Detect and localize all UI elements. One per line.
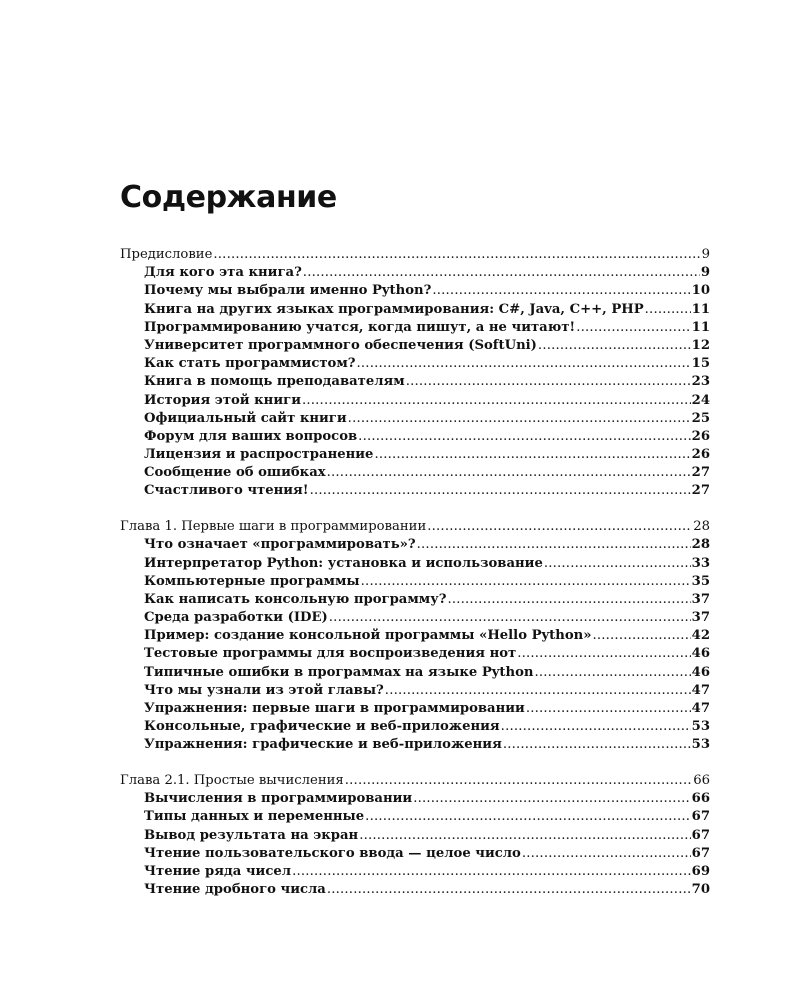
dot-leader xyxy=(310,482,691,500)
page-number: 33 xyxy=(691,555,710,571)
dot-leader xyxy=(592,627,690,645)
dot-leader xyxy=(374,446,690,464)
toc-entry[interactable] xyxy=(120,392,710,410)
dot-leader xyxy=(522,845,691,863)
page-number: 37 xyxy=(691,610,710,626)
dot-leader xyxy=(417,536,691,554)
toc-entry[interactable] xyxy=(120,536,710,554)
dot-leader xyxy=(534,664,690,682)
dot-leader xyxy=(406,373,691,391)
page-number: 25 xyxy=(691,410,710,426)
dot-leader xyxy=(501,718,691,736)
page-number: 23 xyxy=(691,374,710,390)
toc-entry-title: Тестовые программы для воспроизведения нот xyxy=(144,646,517,662)
toc-entry-title: Как написать консольную программу? xyxy=(144,591,447,607)
dot-leader xyxy=(432,282,690,300)
toc-entry-title: Чтение ряда чисел xyxy=(144,864,292,879)
toc-entry-title: Глава 1. Первые шаги в программировании xyxy=(120,519,427,535)
page-number: 15 xyxy=(691,356,710,372)
page-number: 35 xyxy=(691,573,710,589)
page-number: 9 xyxy=(700,265,710,281)
toc-entry[interactable] xyxy=(120,410,710,428)
page-number: 53 xyxy=(691,719,710,735)
dot-leader xyxy=(576,319,690,337)
dot-leader xyxy=(447,591,690,609)
page-number: 28 xyxy=(691,537,710,553)
toc-entry[interactable] xyxy=(120,736,710,754)
toc-chapter-heading[interactable] xyxy=(120,246,710,264)
toc-entry[interactable] xyxy=(120,573,710,591)
toc-entry[interactable] xyxy=(120,319,710,337)
page-number: 67 xyxy=(691,809,710,825)
dot-leader xyxy=(348,410,691,428)
toc-entry[interactable] xyxy=(120,591,710,609)
toc-entry[interactable] xyxy=(120,428,710,446)
toc-entry[interactable] xyxy=(120,881,710,899)
toc-entry[interactable] xyxy=(120,645,710,663)
toc-entry-title: Глава 2.1. Простые вычисления xyxy=(120,773,344,789)
toc-entry-title: Почему мы выбрали именно Python? xyxy=(144,283,432,299)
toc-entry[interactable] xyxy=(120,482,710,500)
toc-entry-title: Университет программного обеспечения (SoftUni) xyxy=(144,337,537,353)
page-number: 9 xyxy=(701,247,710,262)
page-number: 24 xyxy=(691,392,710,408)
dot-leader xyxy=(385,682,691,700)
toc-section xyxy=(120,246,710,501)
page-number: 11 xyxy=(691,319,710,335)
toc-entry[interactable] xyxy=(120,863,710,881)
toc-entry[interactable] xyxy=(120,464,710,482)
page-number: 70 xyxy=(691,882,710,898)
dot-leader xyxy=(303,264,700,282)
dot-leader xyxy=(327,881,691,899)
toc-entry[interactable] xyxy=(120,355,710,373)
page-number: 26 xyxy=(691,428,710,444)
page-number: 10 xyxy=(691,283,710,299)
page-number: 47 xyxy=(691,682,710,698)
page-number: 66 xyxy=(691,791,710,807)
toc-entry[interactable] xyxy=(120,700,710,718)
toc-entry[interactable] xyxy=(120,337,710,355)
page-number: 46 xyxy=(691,664,710,680)
toc-entry-title: Официальный сайт книги xyxy=(144,410,347,426)
page-number: 27 xyxy=(691,483,710,499)
toc-entry[interactable] xyxy=(120,446,710,464)
toc-entry-title: Интерпретатор Python: установка и использование xyxy=(144,555,543,571)
page-number: 67 xyxy=(691,845,710,861)
toc-entry[interactable] xyxy=(120,555,710,573)
toc-entry-title: Лицензия и распространение xyxy=(144,447,374,463)
dot-leader xyxy=(357,355,691,373)
toc-entry[interactable] xyxy=(120,790,710,808)
dot-leader xyxy=(538,337,691,355)
toc-entry-title: Сообщение об ошибках xyxy=(144,465,326,481)
dot-leader xyxy=(645,301,691,319)
dot-leader xyxy=(358,428,690,446)
toc-entry[interactable] xyxy=(120,282,710,300)
toc-entry-title: Как стать программистом? xyxy=(144,356,356,372)
page-number: 53 xyxy=(691,737,710,753)
toc-chapter-heading[interactable] xyxy=(120,518,710,536)
toc-entry-title: Упражнения: первые шаги в программировании xyxy=(144,701,525,716)
dot-leader xyxy=(413,790,690,808)
toc-entry-title: Упражнения: графические и веб-приложения xyxy=(144,737,502,753)
dot-leader xyxy=(327,464,691,482)
toc-entry-title: Что мы узнали из этой главы? xyxy=(144,682,384,698)
dot-leader xyxy=(503,736,691,754)
toc-entry-title: Типы данных и переменные xyxy=(144,809,365,825)
dot-leader xyxy=(361,573,691,591)
toc-entry-title: Вывод результата на экран xyxy=(144,827,359,843)
toc-entry-title: Вычисления в программировании xyxy=(144,791,413,807)
page-number: 26 xyxy=(691,447,710,463)
page-number: 37 xyxy=(691,591,710,607)
page-title: Содержание xyxy=(120,180,337,215)
toc-entry-title: Среда разработки (IDE) xyxy=(144,610,328,626)
dot-leader xyxy=(517,645,690,663)
dot-leader xyxy=(213,246,700,264)
dot-leader xyxy=(302,392,691,410)
page-number: 12 xyxy=(691,337,710,353)
toc-entry[interactable] xyxy=(120,664,710,682)
toc-entry-title: Программированию учатся, когда пишут, а не читают! xyxy=(144,319,576,335)
toc-entry[interactable] xyxy=(120,827,710,845)
toc-entry[interactable] xyxy=(120,373,710,391)
page-number: 67 xyxy=(691,827,710,843)
dot-leader xyxy=(329,609,691,627)
toc-entry[interactable] xyxy=(120,301,710,319)
toc-entry-title: Книга на других языках программирования: C#, Java, C++, PHP xyxy=(144,301,644,317)
toc-entry[interactable] xyxy=(120,808,710,826)
dot-leader xyxy=(544,555,691,573)
toc-entry-title: Пример: создание консольной программы «Hello Python» xyxy=(144,628,592,644)
toc-entry[interactable] xyxy=(120,609,710,627)
toc-entry-title: Для кого эта книга? xyxy=(144,265,302,281)
toc-entry-title: Форум для ваших вопросов xyxy=(144,428,358,444)
page-number: 69 xyxy=(691,864,710,879)
toc-entry[interactable] xyxy=(120,627,710,645)
page-number: 11 xyxy=(691,301,710,317)
page-number: 47 xyxy=(691,701,710,716)
table-of-contents xyxy=(120,246,710,899)
page-number: 66 xyxy=(693,773,710,789)
dot-leader xyxy=(345,772,692,790)
toc-entry-title: Чтение дробного числа xyxy=(144,882,326,898)
toc-entry[interactable] xyxy=(120,264,710,282)
toc-section xyxy=(120,518,710,754)
toc-entry-title: Консольные, графические и веб-приложения xyxy=(144,719,500,735)
toc-entry[interactable] xyxy=(120,682,710,700)
toc-entry[interactable] xyxy=(120,845,710,863)
page-number: 28 xyxy=(693,519,710,535)
page-number: 42 xyxy=(691,628,710,644)
dot-leader xyxy=(526,700,691,718)
page-number: 27 xyxy=(691,465,710,481)
toc-entry-title: Чтение пользовательского ввода — целое число xyxy=(144,845,521,861)
toc-entry-title: Счастливого чтения! xyxy=(144,483,309,499)
toc-entry-title: История этой книги xyxy=(144,392,301,408)
toc-section xyxy=(120,772,710,899)
toc-entry-title: Книга в помощь преподавателям xyxy=(144,374,405,390)
toc-entry-title: Предисловие xyxy=(120,247,213,262)
toc-entry-title: Типичные ошибки в программах на языке Python xyxy=(144,664,534,680)
toc-chapter-heading[interactable] xyxy=(120,772,710,790)
toc-entry-title: Что означает «программировать»? xyxy=(144,537,416,553)
toc-entry-title: Компьютерные программы xyxy=(144,573,360,589)
dot-leader xyxy=(292,863,691,881)
dot-leader xyxy=(365,808,690,826)
dot-leader xyxy=(359,827,690,845)
dot-leader xyxy=(427,518,692,536)
toc-entry[interactable] xyxy=(120,718,710,736)
page-number: 46 xyxy=(691,646,710,662)
